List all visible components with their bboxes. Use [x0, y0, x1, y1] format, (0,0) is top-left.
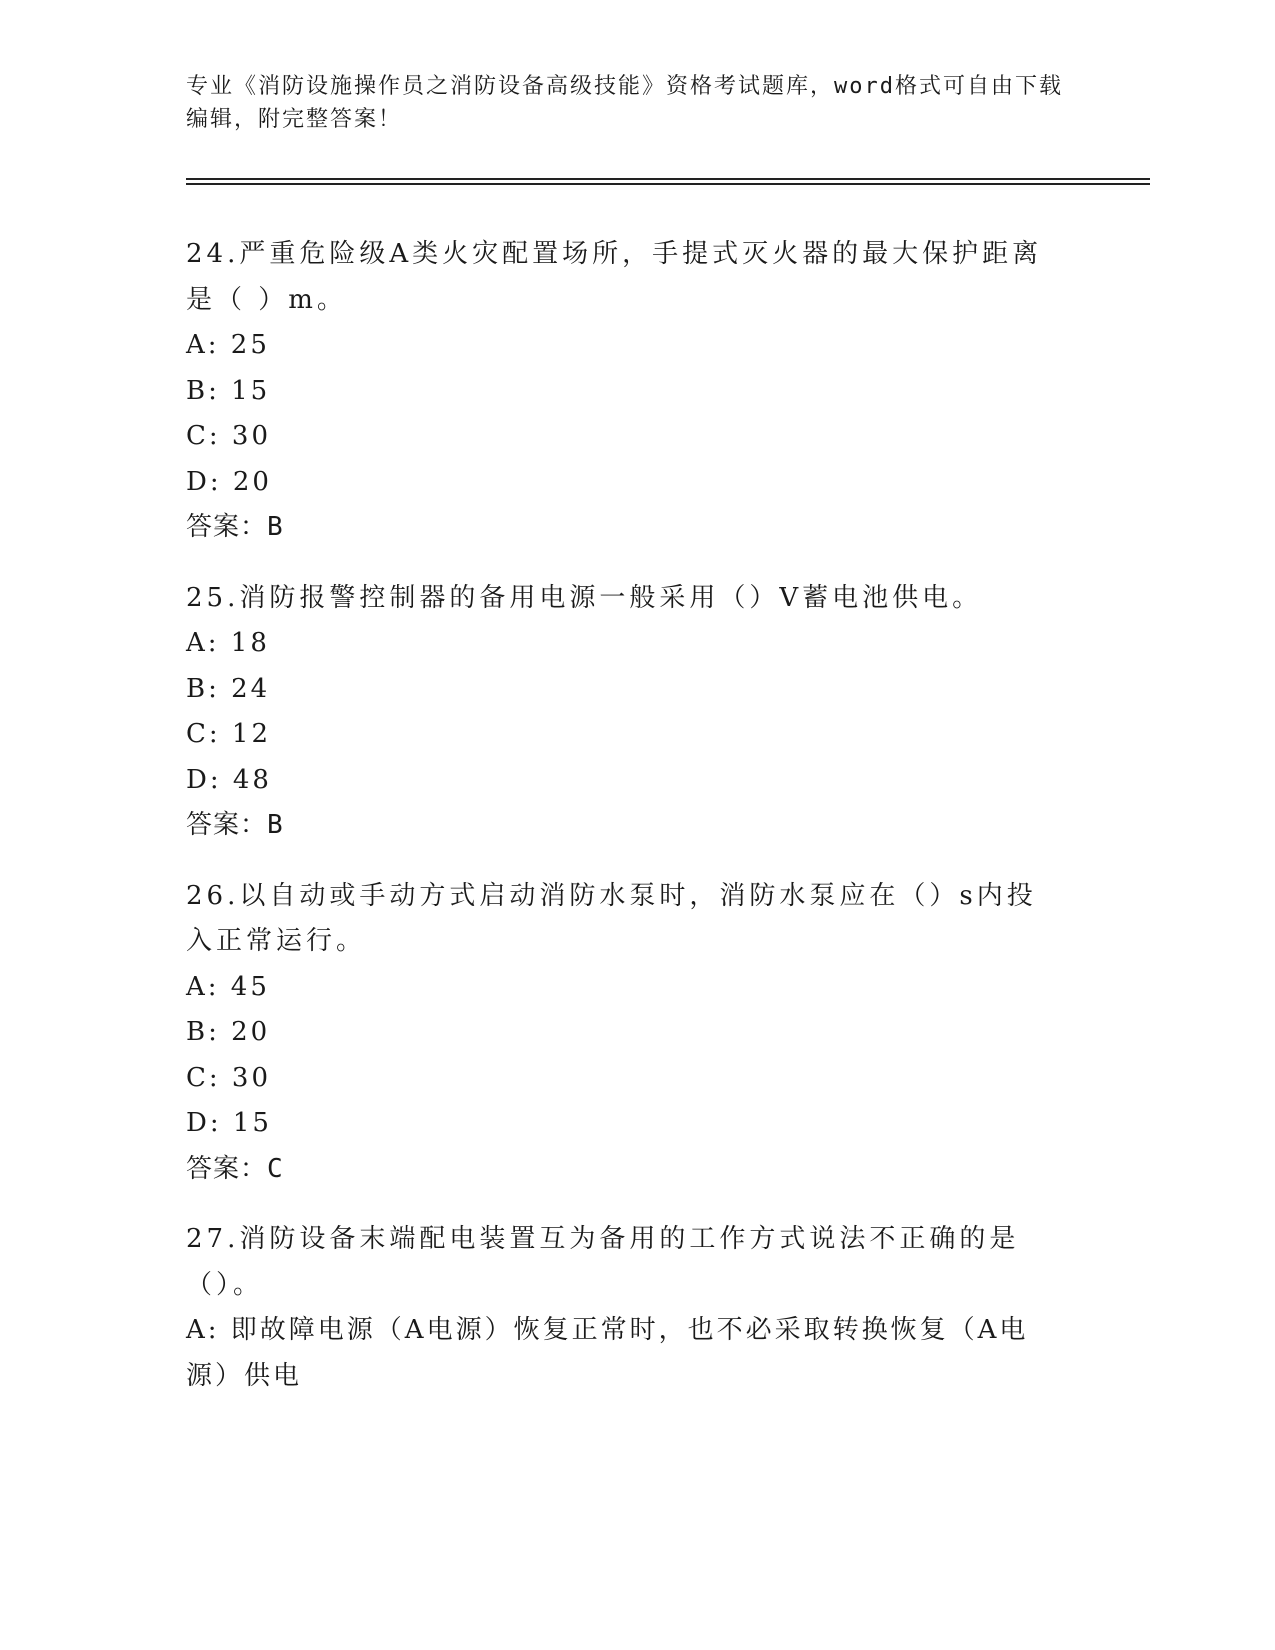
option-c: C: 30 — [186, 1062, 272, 1093]
option-c: C: 12 — [186, 719, 272, 749]
question-24 — [186, 232, 1066, 551]
option-a: A: 45 — [186, 971, 270, 1002]
question-25 — [186, 576, 1066, 849]
option-d: D: 48 — [186, 764, 272, 795]
option-d: D: 15 — [186, 1108, 272, 1138]
answer: 答案：B — [186, 810, 284, 840]
option-b: B: 24 — [186, 673, 271, 704]
question-stem: 25.消防报警控制器的备用电源一般采用（）V蓄电池供电。 — [186, 582, 983, 613]
question-stem: 27.消防设备末端配电装置互为备用的工作方式说法不正确的是（）。 — [186, 1224, 1020, 1300]
answer: 答案：C — [186, 1153, 284, 1184]
option-c: C: 30 — [186, 421, 272, 451]
header-divider-bottom — [186, 183, 1150, 185]
question-27 — [186, 1217, 1066, 1399]
question-stem: 26.以自动或手动方式启动消防水泵时，消防水泵应在（）s内投入正常运行。 — [186, 880, 1037, 956]
header-divider-top — [186, 178, 1150, 180]
document-header: 专业《消防设施操作员之消防设备高级技能》资格考试题库，word格式可自由下载编辑，附完整答案！ — [186, 74, 1063, 132]
option-b: B: 15 — [186, 375, 271, 406]
option-a: A: 即故障电源（A电源）恢复正常时，也不必采取转换恢复（A电源）供电 — [186, 1315, 1029, 1391]
question-stem: 24.严重危险级A类火灾配置场所，手提式灭火器的最大保护距离是（ ）m。 — [186, 239, 1043, 315]
option-b: B: 20 — [186, 1017, 271, 1047]
question-26 — [186, 874, 1066, 1193]
option-a: A: 25 — [186, 330, 270, 360]
option-a: A: 18 — [186, 628, 270, 658]
option-d: D: 20 — [186, 466, 272, 497]
question-list — [186, 232, 1066, 1424]
answer: 答案：B — [186, 512, 284, 542]
